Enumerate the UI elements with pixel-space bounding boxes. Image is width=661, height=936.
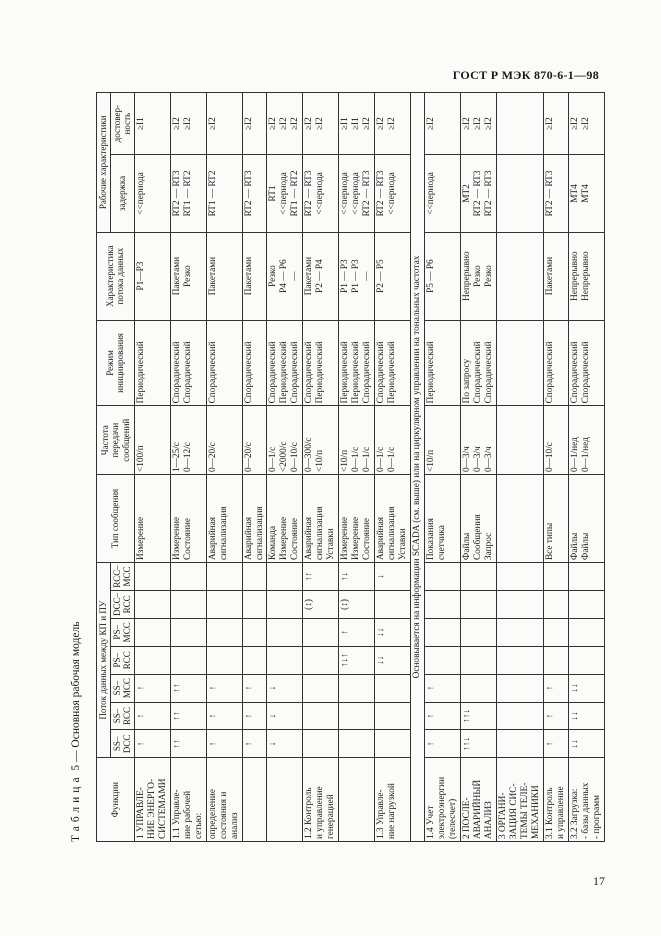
flow-arrow-cell: ↑ xyxy=(242,702,267,730)
function-cell: 1.4 Учет электроэнергии (телесчет) xyxy=(425,758,461,842)
table-row xyxy=(267,93,303,842)
flow-arrow-cell xyxy=(496,618,543,646)
flow-arrow-cell: ↓↓ xyxy=(568,674,604,702)
frequency-cell: 0—1/с <2000/с 0—10/с xyxy=(267,406,303,475)
delay-cell: <<периода <<периода RT2 — RT3 xyxy=(339,155,375,232)
header-flow-col: RCC–MCC xyxy=(110,563,134,591)
message-type-cell: Аварийная сигнализация Уставки xyxy=(375,475,411,563)
header-functions: Функции xyxy=(97,758,135,842)
message-type-cell: Измерение Состояние xyxy=(170,475,206,563)
table-row xyxy=(170,93,206,842)
function-cell: 2 ПОСЛЕ- АВАРИЙНЫЙ АНАЛИЗ xyxy=(460,758,496,842)
flow-arrow-cell: ↓↓ xyxy=(568,730,604,758)
flow-arrow-cell xyxy=(303,730,339,758)
flow-char-cell: Резко P4 — P6 — xyxy=(267,232,303,320)
init-mode-cell: Периодический xyxy=(425,320,461,406)
function-cell: 3.1 Контроль и управление xyxy=(543,758,568,842)
frequency-cell: <100/п xyxy=(134,406,170,475)
flow-arrow-cell xyxy=(134,590,170,618)
frequency-cell xyxy=(496,406,543,475)
reliability-cell: ≥I2 xyxy=(206,93,242,155)
message-type-cell: Аварийная сигнализация xyxy=(242,475,267,563)
table-row xyxy=(568,93,604,842)
flow-arrow-cell: ↓↓ xyxy=(375,646,411,674)
flow-arrow-cell: ↑↑↓ xyxy=(460,702,496,730)
flow-arrow-cell xyxy=(496,563,543,591)
flow-arrow-cell: ↓ xyxy=(267,702,303,730)
delay-cell: RT2 — RT3 <<периода xyxy=(375,155,411,232)
flow-arrow-cell xyxy=(496,730,543,758)
header-flow-col: SS–MCC xyxy=(110,674,134,702)
flow-arrow-cell: ↑ xyxy=(543,730,568,758)
init-mode-cell: Периодический Периодический Спорадический xyxy=(339,320,375,406)
init-mode-cell: Спорадический xyxy=(543,320,568,406)
flow-arrow-cell: ↑ xyxy=(134,674,170,702)
flow-arrow-cell: ↑ xyxy=(242,730,267,758)
flow-arrow-cell: ↑ xyxy=(206,702,242,730)
delay-cell: RT2 — RT3 <<периода xyxy=(303,155,339,232)
reliability-cell: ≥I2 ≥I2 ≥I2 xyxy=(267,93,303,155)
message-type-cell: Файлы Файлы xyxy=(568,475,604,563)
flow-arrow-cell xyxy=(134,618,170,646)
header-reliability: достовер-ность xyxy=(110,93,134,155)
flow-arrow-cell xyxy=(339,674,375,702)
reliability-cell: ≥I2 ≥I2 xyxy=(303,93,339,155)
frequency-cell: 0—10/с xyxy=(543,406,568,475)
frequency-cell: 0—300/с <10/п xyxy=(303,406,339,475)
table-row xyxy=(543,93,568,842)
flow-arrow-cell xyxy=(375,702,411,730)
flow-arrow-cell xyxy=(170,618,206,646)
init-mode-cell: Периодический xyxy=(134,320,170,406)
flow-arrow-cell: ↑↑ xyxy=(170,702,206,730)
flow-arrow-cell xyxy=(170,646,206,674)
flow-arrow-cell xyxy=(242,646,267,674)
flow-arrow-cell xyxy=(206,590,242,618)
flow-arrow-cell: ↑ xyxy=(206,730,242,758)
flow-arrow-cell xyxy=(267,563,303,591)
reliability-cell: ≥I2 xyxy=(543,93,568,155)
table-row xyxy=(425,93,461,842)
frequency-cell: 0—1/нед 0—1/нед xyxy=(568,406,604,475)
flow-arrow-cell xyxy=(460,674,496,702)
flow-arrow-cell xyxy=(206,618,242,646)
init-mode-cell: Спорадический Спорадический xyxy=(568,320,604,406)
flow-arrow-cell xyxy=(375,590,411,618)
table-row xyxy=(242,93,267,842)
flow-arrow-cell: ↑ xyxy=(134,730,170,758)
header-delay: задержка xyxy=(110,155,134,232)
flow-arrow-cell xyxy=(170,563,206,591)
function-cell: 1.2 Контроль и управление генерацией xyxy=(303,758,339,842)
table-row xyxy=(375,93,411,842)
init-mode-cell: По запросу Спорадический Спорадический xyxy=(460,320,496,406)
frequency-cell: 0—20/с xyxy=(206,406,242,475)
flow-arrow-cell xyxy=(267,646,303,674)
flow-arrow-cell xyxy=(303,702,339,730)
flow-arrow-cell xyxy=(242,590,267,618)
flow-char-cell: Пакетами Резко xyxy=(170,232,206,320)
header-perf-group: Рабочие характеристики xyxy=(97,93,111,233)
operating-model-table xyxy=(96,92,605,842)
spanning-note: Основывается на информации SCADA (см. выше) или на циркулярном управлении на тональных частотах xyxy=(411,93,425,842)
flow-char-cell: Непрерывно Непрерывно xyxy=(568,232,604,320)
frequency-cell: 0—20/с xyxy=(242,406,267,475)
function-cell: 1 УПРАВЛЕ- НИЕ ЭНЕРГО- СИСТЕМАМИ xyxy=(134,758,170,842)
flow-char-cell: Пакетами P2 — P4 xyxy=(303,232,339,320)
flow-arrow-cell: (↕) xyxy=(303,590,339,618)
flow-char-cell: Пакетами xyxy=(206,232,242,320)
header-flow-col: PS–MCC xyxy=(110,618,134,646)
flow-arrow-cell: ↑ xyxy=(425,674,461,702)
function-cell xyxy=(267,758,303,842)
table-row xyxy=(339,93,375,842)
flow-arrow-cell xyxy=(375,730,411,758)
header-init-mode: Режим инициирования xyxy=(97,320,135,406)
message-type-cell: Аварийная сигнализация xyxy=(206,475,242,563)
flow-arrow-cell: ↑ xyxy=(425,730,461,758)
function-cell: 1.3 Управле- ние нагрузкой xyxy=(375,758,411,842)
message-type-cell: Команда Измерение Состояние xyxy=(267,475,303,563)
message-type-cell: Измерение xyxy=(134,475,170,563)
table-row xyxy=(411,93,425,842)
message-type-cell: Все типы xyxy=(543,475,568,563)
flow-arrow-cell xyxy=(460,563,496,591)
flow-arrow-cell xyxy=(206,563,242,591)
flow-char-cell: Пакетами xyxy=(242,232,267,320)
init-mode-cell: Спорадический Периодический Спорадический xyxy=(267,320,303,406)
flow-arrow-cell: ↑↑ xyxy=(170,674,206,702)
reliability-cell: ≥I1 xyxy=(134,93,170,155)
function-cell: определение состояния и анализ xyxy=(206,758,242,842)
flow-char-cell: Пакетами xyxy=(543,232,568,320)
delay-cell: <<периода xyxy=(134,155,170,232)
flow-char-cell xyxy=(496,232,543,320)
reliability-cell: ≥I2 ≥I2 xyxy=(568,93,604,155)
flow-arrow-cell: ↑ xyxy=(543,702,568,730)
flow-arrow-cell xyxy=(568,563,604,591)
flow-arrow-cell xyxy=(134,563,170,591)
delay-cell: <<периода xyxy=(425,155,461,232)
frequency-cell: 0—3/ч 0—3/ч 0—3/ч xyxy=(460,406,496,475)
init-mode-cell: Спорадический Периодический xyxy=(303,320,339,406)
table-caption xyxy=(70,622,82,842)
table-row xyxy=(134,93,170,842)
flow-arrow-cell xyxy=(425,590,461,618)
init-mode-cell xyxy=(496,320,543,406)
delay-cell: RT2 — RT3 RT1 — RT2 xyxy=(170,155,206,232)
flow-arrow-cell: ↓ xyxy=(267,730,303,758)
init-mode-cell: Спорадический xyxy=(206,320,242,406)
flow-arrow-cell: ↑↑ xyxy=(170,730,206,758)
table-caption-title: 5 — Основная рабочая модель xyxy=(70,621,82,771)
flow-arrow-cell xyxy=(303,646,339,674)
flow-arrow-cell xyxy=(568,590,604,618)
function-cell xyxy=(339,758,375,842)
flow-arrow-cell: ↑ xyxy=(425,702,461,730)
delay-cell xyxy=(496,155,543,232)
function-cell: 3 ОРГАНИ- ЗАЦИЯ СИС- ТЕМЫ ТЕЛЕ- МЕХАНИКИ xyxy=(496,758,543,842)
flow-arrow-cell xyxy=(375,674,411,702)
delay-cell: МТ2 RT2 — RT3 RT2 — RT3 xyxy=(460,155,496,232)
flow-arrow-cell: ↓↓ xyxy=(568,702,604,730)
table-body xyxy=(134,93,604,842)
header-flow-col: SS–RCC xyxy=(110,702,134,730)
table-row xyxy=(206,93,242,842)
message-type-cell: Измерение Измерение Состояние xyxy=(339,475,375,563)
flow-arrow-cell xyxy=(339,730,375,758)
flow-arrow-cell xyxy=(460,618,496,646)
delay-cell: RT2 — RT3 xyxy=(242,155,267,232)
init-mode-cell: Спорадический Спорадический xyxy=(170,320,206,406)
flow-arrow-cell: ↑ xyxy=(206,674,242,702)
flow-arrow-cell xyxy=(460,590,496,618)
init-mode-cell: Спорадический Периодический xyxy=(375,320,411,406)
flow-arrow-cell xyxy=(496,646,543,674)
delay-cell: RT1 <<периода RT1 — RT2 xyxy=(267,155,303,232)
table-row xyxy=(496,93,543,842)
flow-arrow-cell: ↑ xyxy=(242,674,267,702)
flow-arrow-cell xyxy=(496,702,543,730)
flow-arrow-cell: ↑↑ xyxy=(303,563,339,591)
header-flow-col: SS–DCC xyxy=(110,730,134,758)
header-flow-col: PS–RCC xyxy=(110,646,134,674)
flow-arrow-cell: ↑↑↓ xyxy=(460,730,496,758)
flow-arrow-cell xyxy=(425,618,461,646)
flow-arrow-cell xyxy=(303,618,339,646)
rotated-table-block xyxy=(70,82,610,842)
flow-arrow-cell xyxy=(339,702,375,730)
delay-cell: МТ4 МТ4 xyxy=(568,155,604,232)
flow-arrow-cell xyxy=(425,563,461,591)
flow-arrow-cell xyxy=(425,646,461,674)
flow-char-cell: P5 — P6 xyxy=(425,232,461,320)
message-type-cell: Файлы Сообщения Запрос xyxy=(460,475,496,563)
reliability-cell xyxy=(496,93,543,155)
reliability-cell: ≥I1 ≥I1 ≥I2 xyxy=(339,93,375,155)
flow-arrow-cell: (↕) xyxy=(339,590,375,618)
header-flow-col: DCC–RCC xyxy=(110,590,134,618)
flow-arrow-cell: ↑ xyxy=(134,702,170,730)
flow-arrow-cell xyxy=(206,646,242,674)
header-message-type: Тип сообщения xyxy=(97,475,135,563)
reliability-cell: ≥I2 ≥I2 xyxy=(375,93,411,155)
flow-arrow-cell: ↓ xyxy=(267,674,303,702)
flow-arrow-cell xyxy=(134,646,170,674)
reliability-cell: ≥I2 ≥I2 xyxy=(170,93,206,155)
message-type-cell: Показания счетчика xyxy=(425,475,461,563)
document-header: ГОСТ Р МЭК 870-6-1—98 xyxy=(452,68,599,82)
flow-char-cell: P1 — P3 P1 — P3 — xyxy=(339,232,375,320)
flow-arrow-cell: ↑ xyxy=(339,618,375,646)
header-flow-group: Поток данных между КП и ПУ xyxy=(97,563,111,758)
delay-cell: RT2 — RT3 xyxy=(543,155,568,232)
function-cell xyxy=(242,758,267,842)
table-row xyxy=(303,93,339,842)
flow-arrow-cell xyxy=(242,618,267,646)
frequency-cell: <10/п xyxy=(425,406,461,475)
header-flow-char: Характеристика потока данных xyxy=(97,232,135,320)
flow-arrow-cell xyxy=(170,590,206,618)
flow-arrow-cell xyxy=(496,674,543,702)
delay-cell: RT1 — RT2 xyxy=(206,155,242,232)
message-type-cell xyxy=(496,475,543,563)
flow-arrow-cell xyxy=(242,563,267,591)
frequency-cell: <10/п 0—1/с 0—1/с xyxy=(339,406,375,475)
flow-arrow-cell: ↑ xyxy=(543,674,568,702)
flow-arrow-cell xyxy=(543,563,568,591)
flow-arrow-cell xyxy=(267,618,303,646)
flow-arrow-cell: ↓ xyxy=(375,563,411,591)
table-row xyxy=(460,93,496,842)
flow-char-cell: Непрерывно Резко Резко xyxy=(460,232,496,320)
flow-arrow-cell: ↑↓ xyxy=(339,563,375,591)
flow-arrow-cell xyxy=(568,646,604,674)
message-type-cell: Аварийная сигнализация Уставки xyxy=(303,475,339,563)
frequency-cell: 0—1/с 0—1/с xyxy=(375,406,411,475)
flow-arrow-cell xyxy=(496,590,543,618)
flow-arrow-cell: ↓↓ xyxy=(375,618,411,646)
reliability-cell: ≥I2 xyxy=(425,93,461,155)
function-cell: 3.2 Загрузка: - базы данных - программ xyxy=(568,758,604,842)
flow-arrow-cell xyxy=(543,590,568,618)
header-frequency: Частота передачи сообщений xyxy=(97,406,135,475)
frequency-cell: 1—25/с 0—12/с xyxy=(170,406,206,475)
function-cell: 1.1 Управле- ние рабочей сетью: xyxy=(170,758,206,842)
flow-arrow-cell xyxy=(267,590,303,618)
flow-char-cell: P2 — P5 xyxy=(375,232,411,320)
table-caption-prefix: Таблица xyxy=(70,773,82,842)
flow-arrow-cell xyxy=(303,674,339,702)
flow-char-cell: P1—P3 xyxy=(134,232,170,320)
flow-arrow-cell xyxy=(543,618,568,646)
init-mode-cell: Спорадический xyxy=(242,320,267,406)
page-number: 17 xyxy=(593,874,605,888)
flow-arrow-cell xyxy=(460,646,496,674)
flow-arrow-cell: ↑↓↑ xyxy=(339,646,375,674)
flow-arrow-cell xyxy=(543,646,568,674)
flow-arrow-cell xyxy=(568,618,604,646)
reliability-cell: ≥I2 xyxy=(242,93,267,155)
reliability-cell: ≥I2 ≥I2 ≥I2 xyxy=(460,93,496,155)
